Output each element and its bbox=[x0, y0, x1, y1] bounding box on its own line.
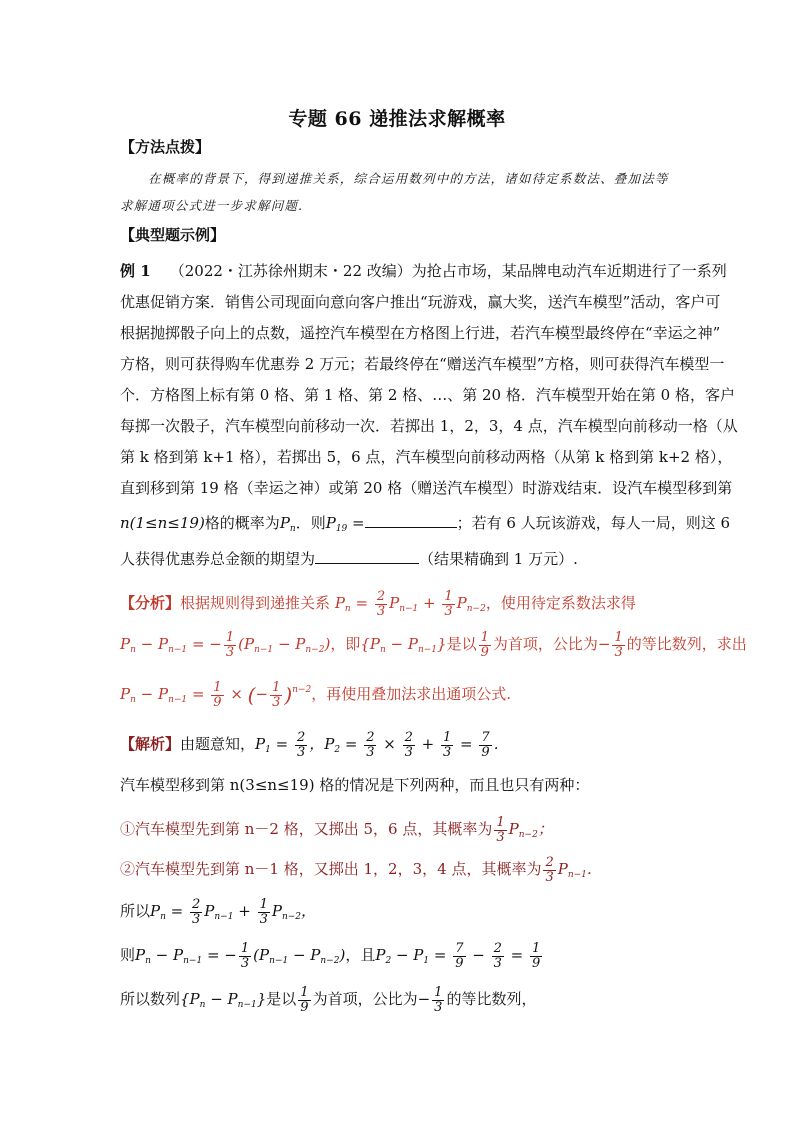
method-text-line-1: 在概率的背景下，得到递推关系，综合运用数列中的方法，诸如待定系数法、叠加法等 bbox=[148, 171, 669, 186]
method-text-line-2: 求解通项公式进一步求解问题. bbox=[120, 198, 304, 213]
page-title: 专题 66 递推法求解概率 bbox=[288, 108, 506, 130]
analysis-text: 的等比数列，求出 bbox=[626, 635, 747, 653]
analysis-line-3: $P_n - P_{n-1}$ = $\frac{1}{9}$ × (− $\frac{1}{3}$ )$^{n-2}$，再使用叠加法求出通项公式. bbox=[120, 679, 512, 710]
solution-text: ，且 bbox=[345, 946, 376, 964]
example-text: 格的概率为 bbox=[204, 514, 280, 532]
analysis-line-2: $P_n - P_{n-1}$ = − $\frac{1}{3}$ $(P_{n-1} - P_{n-2})$，即$\{P_n - P_{n-1}\}$是以 $\frac{1}{9}$ 为首项，公比为− $\frac{1}{3}$ 的等比数列，求出 bbox=[120, 629, 747, 660]
solution-text: 由题意知， bbox=[180, 735, 256, 753]
example-line: 个．方格图上标有第 0 格、第 1 格、第 2 格、…、第 20 格．汽车模型开始在第 0 格，客户 bbox=[120, 386, 735, 404]
analysis-label: 【分析】 bbox=[120, 594, 181, 612]
solution-line-2: 汽车模型移到第 n(3≤n≤19) 格的情况是下列两种，而且也只有两种： bbox=[120, 776, 590, 794]
analysis-line-1: 【分析】根据规则得到递推关系 $P_n$ = $\frac{2}{3}$ $P_{n-1}$ + $\frac{1}{3}$ $P_{n-2}$，使用待定系数法求得 bbox=[120, 588, 636, 619]
analysis-text: 是以 bbox=[446, 635, 477, 653]
solution-text: 所以数列 bbox=[120, 990, 181, 1008]
examples-heading: 【典型题示例】 bbox=[120, 226, 226, 244]
example-text: （结果精确到 1 万元）. bbox=[419, 550, 578, 568]
example-line-with-blank: n(1≤n≤19)格的概率为$P_n$．则$P_{19}$ = ；若有 6 人玩该游戏，每人一局，则这 6 bbox=[120, 514, 731, 534]
example-text: （2022・江苏徐州期末・22 改编）为抢占市场，某品牌电动汽车近期进行了一系列 bbox=[169, 262, 727, 280]
analysis-text: 为首项，公比为 bbox=[492, 635, 598, 653]
solution-line-3: ①汽车模型先到第 n－2 格，又掷出 5，6 点，其概率为 $\frac{1}{3}$ $P_{n-2}$； bbox=[120, 814, 553, 845]
method-heading: 【方法点拨】 bbox=[120, 138, 211, 156]
solution-text: 则 bbox=[120, 946, 136, 964]
solution-line-4: ②汽车模型先到第 n－1 格，又掷出 1，2，3，4 点，其概率为 $\frac{2}{3}$ $P_{n-1}$． bbox=[120, 854, 602, 885]
example-line: 根据抛掷骰子向上的点数，遥控汽车模型在方格图上行进，若汽车模型最终停在“幸运之神” bbox=[120, 324, 721, 342]
solution-line-5: 所以$P_n$ = $\frac{2}{3}$ $P_{n-1}$ + $\frac{1}{3}$ $P_{n-2}$， bbox=[120, 896, 317, 927]
solution-label: 【解析】 bbox=[120, 735, 181, 753]
example-text: ．则 bbox=[295, 514, 326, 532]
example-1-first-line bbox=[120, 260, 727, 282]
example-line: 优惠促销方案．销售公司现面向意向客户推出“玩游戏，赢大奖，送汽车模型”活动，客户可 bbox=[120, 293, 721, 311]
solution-line-6: 则$P_n - P_{n-1}$ = − $\frac{1}{3}$ $(P_{n-1} - P_{n-2})$，且$P_2 - P_1$ = $\frac{7}{9}$ − $\frac{2}{3}$ = $\frac{1}{9}$ bbox=[120, 940, 541, 971]
example-line: 直到移到第 19 格（幸运之神）或第 20 格（赠送汽车模型）时游戏结束．设汽车模型移到第 bbox=[120, 479, 733, 497]
analysis-text: ，使用待定系数法求得 bbox=[485, 594, 636, 612]
example-text: ；若有 6 人玩该游戏，每人一局，则这 6 bbox=[456, 514, 731, 532]
example-line: 每掷一次骰子，汽车模型向前移动一次．若掷出 1，2，3，4 点，汽车模型向前移动一格（从 bbox=[120, 417, 738, 435]
example-line: 第 k 格到第 k+1 格），若掷出 5，6 点，汽车模型向前移动两格（从第 k 格到第 k+2 格）， bbox=[120, 448, 733, 466]
solution-line-7: 所以数列$\{P_n - P_{n-1}\}$是以 $\frac{1}{9}$ 为首项，公比为− $\frac{1}{3}$ 的等比数列， bbox=[120, 984, 537, 1015]
solution-line-1: 【解析】由题意知，$P_1$ = $\frac{2}{3}$ ，$P_2$ = $\frac{2}{3}$ × $\frac{2}{3}$ + $\frac{1}{3}$ = $\frac{7}{9}$ ． bbox=[120, 729, 509, 760]
example-line-with-blank bbox=[120, 548, 578, 570]
solution-text: 是以 bbox=[266, 990, 297, 1008]
analysis-text: ，再使用叠加法求出通项公式. bbox=[311, 685, 512, 703]
solution-text: 为首项，公比为 bbox=[312, 990, 418, 1008]
example-line: 方格，则可获得购车优惠券 2 万元；若最终停在“赠送汽车模型”方格，则可获得汽车模型一 bbox=[120, 355, 725, 373]
example-label: 例 1 bbox=[120, 262, 151, 280]
answer-blank-2[interactable] bbox=[315, 549, 419, 564]
solution-text: 所以 bbox=[120, 902, 151, 920]
answer-blank-1[interactable] bbox=[365, 513, 457, 528]
solution-text: ①汽车模型先到第 n－2 格，又掷出 5，6 点，其概率为 bbox=[120, 820, 493, 838]
analysis-text: ，即 bbox=[330, 635, 361, 653]
example-text: 人获得优惠券总金额的期望为 bbox=[120, 550, 316, 568]
range-expression: n(1≤n≤19) bbox=[120, 514, 205, 532]
solution-text: 的等比数列， bbox=[446, 990, 537, 1008]
solution-text: ②汽车模型先到第 n－1 格，又掷出 1，2，3，4 点，其概率为 bbox=[120, 860, 542, 878]
analysis-text: 根据规则得到递推关系 bbox=[180, 594, 331, 612]
